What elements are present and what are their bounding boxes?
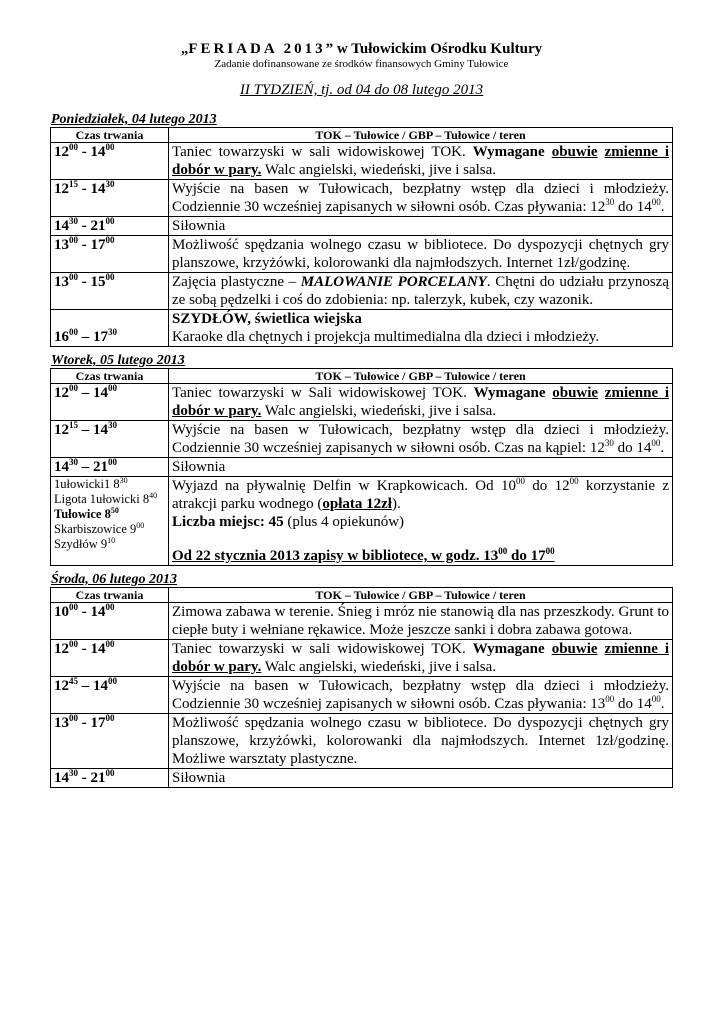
table-row [51, 477, 673, 566]
schedule-table-wednesday [50, 587, 673, 788]
title-name: FERIADA 2013 [188, 41, 326, 57]
col-header-time: Czas trwania [51, 588, 169, 603]
table-row [51, 714, 673, 769]
title-rest: ” w Tułowickim Ośrodku Kultury [325, 41, 543, 57]
table-row [51, 769, 673, 788]
table-header-row [51, 128, 673, 143]
activity-cell: Wyjście na basen w Tułowicach, bezpłatny wstęp dla dzieci i młodzieży. Codziennie 30 wcześniej zapisanych w siłowni osób. Czas na kąpiel: $12^{30}$ do $14^{00}$. [169, 421, 673, 458]
activity-cell: Siłownia [169, 769, 673, 788]
table-row [51, 384, 673, 421]
table-row [51, 310, 673, 347]
col-header-place: TOK – Tułowice / GBP – Tułowice / teren [169, 369, 673, 384]
bus-stops-cell [51, 477, 169, 566]
table-row [51, 236, 673, 273]
bus-stop: 1ułowicki1 $8^{30}$ [54, 475, 128, 491]
activity-cell: Wyjście na basen w Tułowicach, bezpłatny wstęp dla dzieci i młodzieży. Codziennie 30 wcześniej zapisanych w siłowni osób. Czas pływania: $13^{00}$ do $14^{00}$. [169, 677, 673, 714]
day-heading-wednesday: Środa, 06 lutego 2013 [51, 572, 178, 587]
time-cell: $14^{30} - 21^{00}$ [51, 458, 169, 477]
col-header-time: Czas trwania [51, 128, 169, 143]
activity-cell: Taniec towarzyski w sali widowiskowej TOK. Wymagane obuwie zmienne i dobór w pary. Walc angielski, wiedeński, jive i salsa. [169, 640, 673, 677]
document-page [50, 40, 673, 794]
activity-cell: Zajęcia plastyczne – MALOWANIE PORCELANY. Chętni do udziału przynoszą ze sobą pędzelki i coś do zdobienia: np. talerzyk, kubek, czy wazonik. [169, 273, 673, 310]
day-heading-monday: Poniedziałek, 04 lutego 2013 [51, 112, 217, 127]
document-subtitle: Zadanie dofinansowane ze środków finansowych Gminy Tułowice [214, 58, 509, 70]
activity-cell: Taniec towarzyski w Sali widowiskowej TOK. Wymagane obuwie zmienne i dobór w pary. Walc angielski, wiedeński, jive i salsa. [169, 384, 673, 421]
bus-stop: Szydłów $9^{10}$ [54, 535, 116, 551]
document-title [50, 40, 673, 58]
title-quote: „ [180, 41, 189, 57]
table-header-row [51, 588, 673, 603]
activity-cell: Wyjazd na pływalnię Delfin w Krapkowicach. Od $10^{00}$ do $12^{00}$ korzystanie z atrakcji parku wodnego (opłata 12zł). Liczba miejsc: 45 (plus 4 opiekunów) Od 22 stycznia 2013 zapisy w bibliotece, w godz. $13^{00}$ do $17^{00}$ [169, 477, 673, 566]
time-cell: $13^{00} - 17^{00}$ [51, 714, 169, 769]
week-heading: II TYDZIEŃ, tj. od 04 do 08 lutego 2013 [239, 82, 484, 98]
schedule-table-monday [50, 127, 673, 347]
col-header-place: TOK – Tułowice / GBP – Tułowice / teren [169, 588, 673, 603]
time-cell: $13^{00} - 15^{00}$ [51, 273, 169, 310]
table-row [51, 458, 673, 477]
time-cell: $13^{00} - 17^{00}$ [51, 236, 169, 273]
time-cell: $12^{00} - 14^{00}$ [51, 384, 169, 421]
schedule-table-tuesday [50, 368, 673, 566]
time-cell: $12^{00} - 14^{00}$ [51, 640, 169, 677]
time-cell: $14^{30} - 21^{00}$ [51, 217, 169, 236]
activity-cell: Wyjście na basen w Tułowicach, bezpłatny wstęp dla dzieci i młodzieży. Codziennie 30 wcześniej zapisanych w siłowni osób. Czas pływania: $12^{30}$ do $14^{00}$. [169, 180, 673, 217]
activity-cell: Taniec towarzyski w sali widowiskowej TOK. Wymagane obuwie zmienne i dobór w pary. Walc angielski, wiedeński, jive i salsa. [169, 143, 673, 180]
activity-cell: Siłownia [169, 217, 673, 236]
time-cell: $10^{00} - 14^{00}$ [51, 603, 169, 640]
table-row [51, 273, 673, 310]
activity-cell: Siłownia [169, 458, 673, 477]
time-cell: $14^{30} - 21^{00}$ [51, 769, 169, 788]
signup-note: Od 22 stycznia 2013 zapisy w bibliotece, w godz. $13^{00}$ do $17^{00}$ [172, 546, 555, 564]
table-header-row [51, 369, 673, 384]
time-cell: $12^{15} - 14^{30}$ [51, 180, 169, 217]
activity-cell: Możliwość spędzania wolnego czasu w bibliotece. Do dyspozycji chętnych gry planszowe, krzyżówki, kolorowanki dla najmłodszych. Internet 1zł/godzinę. [169, 236, 673, 273]
time-cell: $12^{15} - 14^{30}$ [51, 421, 169, 458]
table-row [51, 677, 673, 714]
activity-cell: Możliwość spędzania wolnego czasu w bibliotece. Do dyspozycji chętnych gry planszowe, krzyżówki, kolorowanki dla najmłodszych. Internet 1zł/godzinę. Możliwe warsztaty plastyczne. [169, 714, 673, 769]
time-cell: $16^{00} - 17^{30}$ [51, 310, 169, 347]
table-row [51, 180, 673, 217]
bus-stop: Ligota 1ułowicki $8^{40}$ [54, 490, 158, 506]
activity-cell: SZYDŁÓW, świetlica wiejska Karaoke dla chętnych i projekcja multimedialna dla dzieci i młodzieży. [169, 310, 673, 347]
table-row [51, 640, 673, 677]
col-header-place: TOK – Tułowice / GBP – Tułowice / teren [169, 128, 673, 143]
bus-stop: Skarbiszowice $9^{00}$ [54, 520, 145, 536]
col-header-time: Czas trwania [51, 369, 169, 384]
activity-cell: Zimowa zabawa w terenie. Śnieg i mróz nie stanowią dla nas przeszkody. Grunt to ciepłe buty i wełniane rękawice. Może jeszcze sanki i dobra zabawa gotowa. [169, 603, 673, 640]
time-cell: $12^{00} - 14^{00}$ [51, 143, 169, 180]
table-row [51, 421, 673, 458]
day-heading-tuesday: Wtorek, 05 lutego 2013 [51, 353, 185, 368]
table-row [51, 143, 673, 180]
table-row [51, 217, 673, 236]
bus-stop: Tułowice $8^{50}$ [54, 505, 119, 521]
time-cell: $12^{45} - 14^{00}$ [51, 677, 169, 714]
table-row [51, 603, 673, 640]
